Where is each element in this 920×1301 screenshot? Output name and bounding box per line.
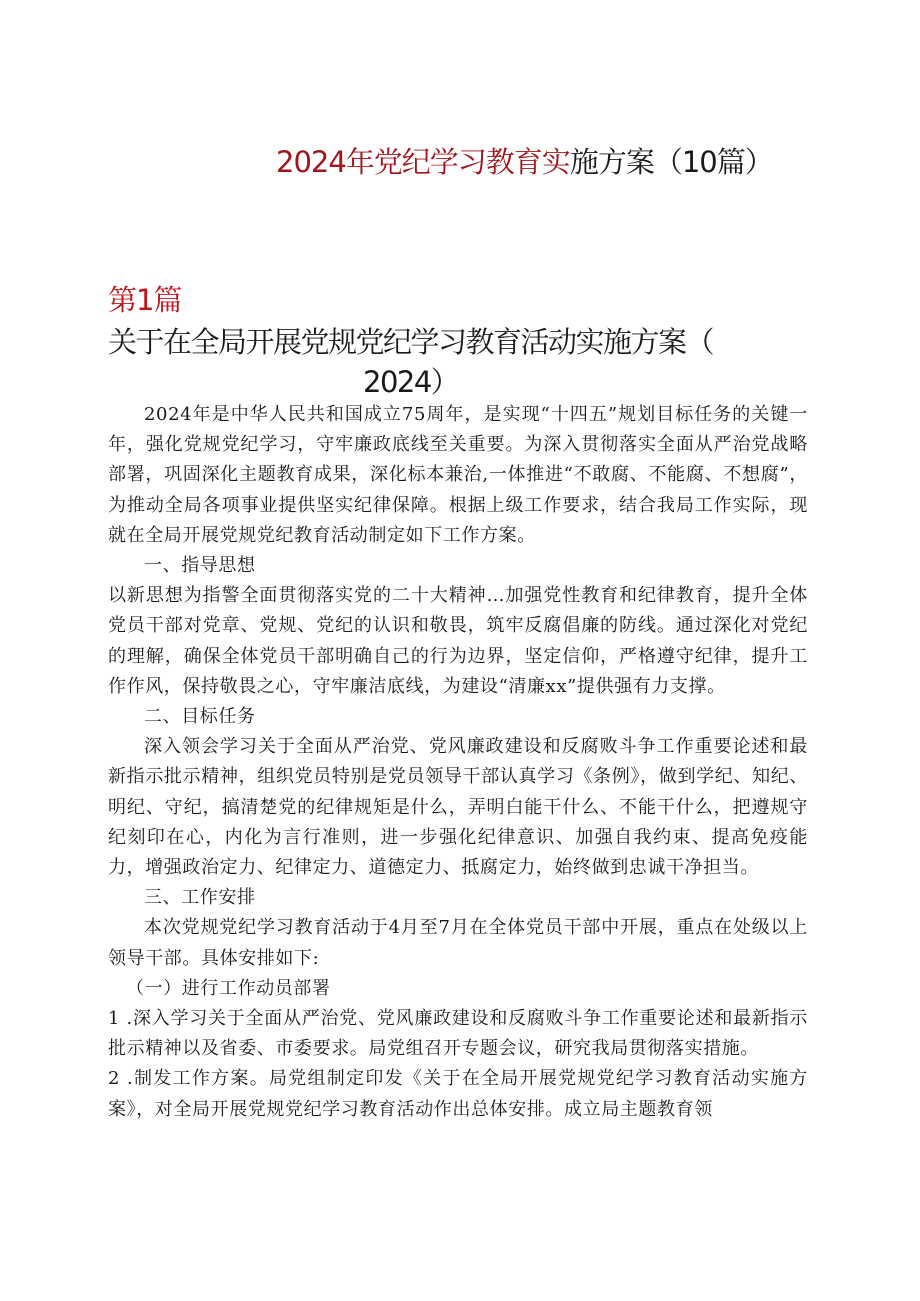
document-title-highlight: 2024年党纪学习教育实	[276, 145, 570, 179]
part-label: 第1篇	[108, 283, 182, 317]
article-body	[108, 400, 808, 1125]
section-heading-work-arrangement: 三、工作安排	[144, 887, 256, 909]
section-heading-guiding-thought: 一、指导思想	[144, 555, 256, 577]
list-item-2: 2 .制发工作方案。局党组制定印发《关于在全局开展党规党纪学习教育活动实施方案》，对全局开展党规党纪学习教育活动作出总体安排。成立局主题教育领	[108, 1068, 808, 1120]
article-title-line-2: 2024）	[363, 365, 459, 399]
document-title-rest: 施方案（10篇）	[569, 145, 773, 179]
work-arrangement-paragraph: 本次党规党纪学习教育活动于4月至7月在全体党员干部中开展，重点在处级以上领导干部。具体安排如下:	[108, 917, 808, 969]
guiding-thought-paragraph: 以新思想为指警全面贯彻落实党的二十大精神…加强党性教育和纪律教育，提升全体党员干部对党章、党规、党纪的认识和敬畏，筑牢反腐倡廉的防线。通过深化对党纪的理解，确保全体党员干部明确自己的行为边界，坚定信仰，严格遵守纪律，提升工作作风，保持敬畏之心，守牢廉洁底线，为建设“清廉xx”提供强有力支撑。	[108, 585, 808, 697]
document-title	[276, 140, 836, 181]
list-item-1: 1 .深入学习关于全面从严治党、党风廉政建设和反腐败斗争工作重要论述和最新指示批示精神以及省委、市委要求。局党组召开专题会议，研究我局贯彻落实措施。	[108, 1008, 808, 1060]
intro-paragraph: 2024年是中华人民共和国成立75周年，是实现“十四五”规划目标任务的关键一年，强化党规党纪学习，守牢廉政底线至关重要。为深入贯彻落实全面从严治党战略部署，巩固深化主题教育成果，深化标本兼治,一体推进“不敢腐、不能腐、不想腐”，为推动全局各项事业提供坚实纪律保障。根据上级工作要求，结合我局工作实际，现就在全局开展党规党纪教育活动制定如下工作方案。	[108, 404, 808, 546]
subsection-heading-mobilization: （一）进行工作动员部署	[126, 977, 331, 999]
article-title-line-1: 关于在全局开展党规党纪学习教育活动实施方案（	[108, 325, 714, 359]
section-heading-goals: 二、目标任务	[144, 706, 256, 728]
article-title	[108, 322, 808, 402]
goals-paragraph: 深入领会学习关于全面从严治党、党风廉政建设和反腐败斗争工作重要论述和最新指示批示精神，组织党员特别是党员领导干部认真学习《条例》，做到学纪、知纪、明纪、守纪，搞清楚党的纪律规矩是什么，弄明白能干什么、不能干什么，把遵规守纪刻印在心，内化为言行准则，进一步强化纪律意识、加强自我约束、提高免疫能力，增强政治定力、纪律定力、道德定力、抵腐定力，始终做到忠诚干净担当。	[108, 736, 808, 879]
